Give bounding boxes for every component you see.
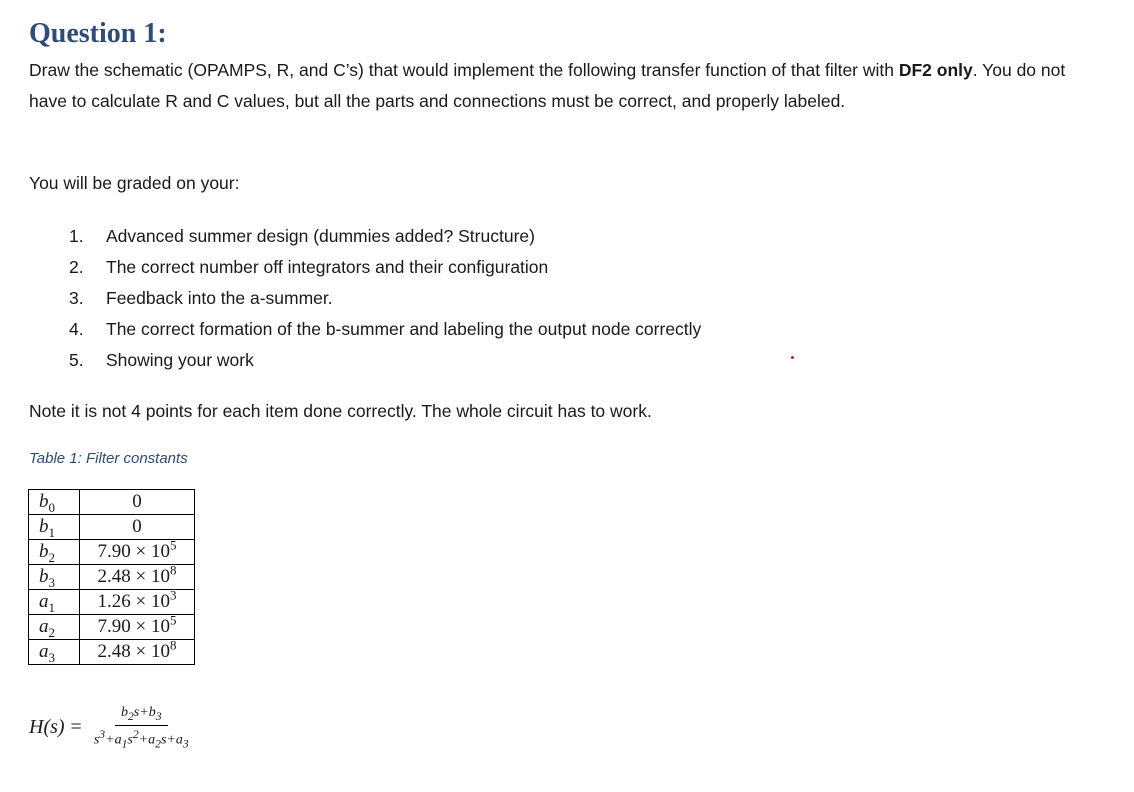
criteria-number: 4. xyxy=(69,319,84,339)
constant-value: $7.90 \times 10^5$ xyxy=(80,615,195,640)
constant-symbol: $a_1$ xyxy=(29,590,80,615)
constant-value: $1.26 \times 10^3$ xyxy=(80,590,195,615)
table-row xyxy=(29,640,195,665)
table-row xyxy=(29,565,195,590)
constant-symbol: $a_2$ xyxy=(29,615,80,640)
table-row xyxy=(29,590,195,615)
transfer-function xyxy=(29,705,193,750)
criteria-text: The correct formation of the b-summer and labeling the output node correctly xyxy=(106,319,702,339)
fraction-numerator: $b_2s+b_3$ xyxy=(115,705,168,726)
constant-symbol: $b_1$ xyxy=(29,515,80,540)
criteria-number: 3. xyxy=(69,288,84,308)
instructions-text-2: . You do not have to calculate R and C values, but all the parts and connections must be correct, and properly labeled. xyxy=(29,60,1066,111)
graded-intro: You will be graded on your: xyxy=(29,173,240,193)
instructions-paragraph xyxy=(29,55,1099,117)
filter-constants-table xyxy=(28,489,195,665)
table-row xyxy=(29,615,195,640)
table-row xyxy=(29,515,195,540)
constant-symbol: $b_2$ xyxy=(29,540,80,565)
table-row xyxy=(29,490,195,515)
note-paragraph: Note it is not 4 points for each item done correctly. The whole circuit has to work. xyxy=(29,401,652,421)
fraction-denominator: $s^3+a_1s^2+a_2s+a_3$ xyxy=(93,727,189,751)
table-caption: Table 1: Filter constants xyxy=(29,450,188,467)
stray-red-dot xyxy=(791,356,794,359)
constant-value: 0 xyxy=(80,490,195,515)
constant-symbol: $b_0$ xyxy=(29,490,80,515)
transfer-function-lhs: H(s) xyxy=(29,716,65,739)
criteria-number: 2. xyxy=(69,257,84,277)
criteria-text: Showing your work xyxy=(106,350,254,370)
criteria-text: Feedback into the a-summer. xyxy=(106,288,333,308)
transfer-function-fraction xyxy=(90,705,193,750)
question-heading: Question 1: xyxy=(29,18,167,49)
constant-symbol: $b_3$ xyxy=(29,565,80,590)
df2-emphasis: DF2 only xyxy=(898,60,973,80)
criteria-text: Advanced summer design (dummies added? Structure) xyxy=(106,226,535,246)
instructions-text-1: Draw the schematic (OPAMPS, R, and C’s) that would implement the following transfer function of that filter with xyxy=(29,60,899,80)
constant-value: $2.48 \times 10^8$ xyxy=(80,640,195,665)
constant-value: $2.48 \times 10^8$ xyxy=(80,565,195,590)
constant-value: $7.90 \times 10^5$ xyxy=(80,540,195,565)
equals-sign: = xyxy=(70,716,82,739)
criteria-number: 1. xyxy=(69,226,84,246)
table-row xyxy=(29,540,195,565)
constant-symbol: $a_3$ xyxy=(29,640,80,665)
constant-value: 0 xyxy=(80,515,195,540)
criteria-text: The correct number off integrators and their configuration xyxy=(106,257,549,277)
criteria-number: 5. xyxy=(69,350,84,370)
